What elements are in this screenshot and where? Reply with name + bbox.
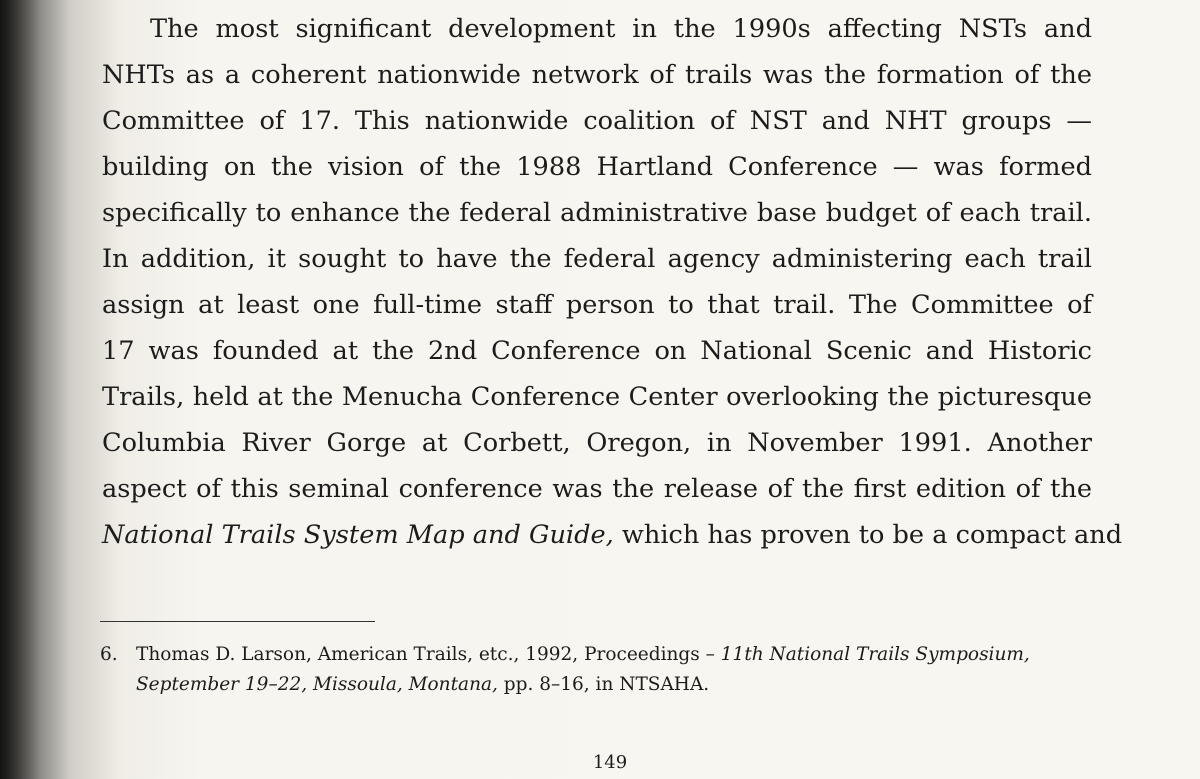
footnote-line xyxy=(100,640,1060,670)
footnote-text: pp. 8–16, in NTSAHA. xyxy=(497,674,710,695)
paragraph-line: 17 was founded at the 2nd Conference on National Scenic and Historic xyxy=(102,336,1092,366)
paragraph-line: building on the vision of the 1988 Hartland Conference — was formed xyxy=(102,152,1092,182)
paragraph-line: Columbia River Gorge at Corbett, Oregon, in November 1991. Another xyxy=(102,428,1092,458)
paragraph-line: specifically to enhance the federal administrative base budget of each trail. xyxy=(102,198,1092,228)
footnote-italic: September 19–22, Missoula, Montana, xyxy=(136,674,498,695)
paragraph-line: aspect of this seminal conference was the release of the first edition of the xyxy=(102,474,1092,504)
paragraph-line: NHTs as a coherent nationwide network of trails was the formation of the xyxy=(102,60,1092,90)
footnote-line xyxy=(100,670,1060,700)
paragraph-line-tail: which has proven to be a compact and xyxy=(613,520,1123,550)
paragraph-line: In addition, it sought to have the federal agency administering each trail xyxy=(102,244,1092,274)
footnote xyxy=(100,640,1060,700)
paragraph-line: Committee of 17. This nationwide coalition of NST and NHT groups — xyxy=(102,106,1092,136)
footnote-rule xyxy=(100,621,375,622)
footnote-number: 6. xyxy=(100,644,118,665)
footnote-text: Thomas D. Larson, American Trails, etc., 1992, Proceedings – xyxy=(136,644,721,665)
page-number: 149 xyxy=(592,752,628,773)
paragraph-line: assign at least one full-time staff person to that trail. The Committee of xyxy=(102,290,1092,320)
paragraph-line: Trails, held at the Menucha Conference Center overlooking the picturesque xyxy=(102,382,1092,412)
main-paragraph xyxy=(102,6,1123,558)
footnote-italic: 11th National Trails Symposium, xyxy=(720,644,1030,665)
paragraph-line: The most significant development in the 1990s affecting NSTs and xyxy=(150,14,1092,44)
map-guide-title: National Trails System Map and Guide, xyxy=(102,520,614,550)
spine-shadow xyxy=(0,0,40,779)
paragraph-line-last xyxy=(102,512,1123,558)
